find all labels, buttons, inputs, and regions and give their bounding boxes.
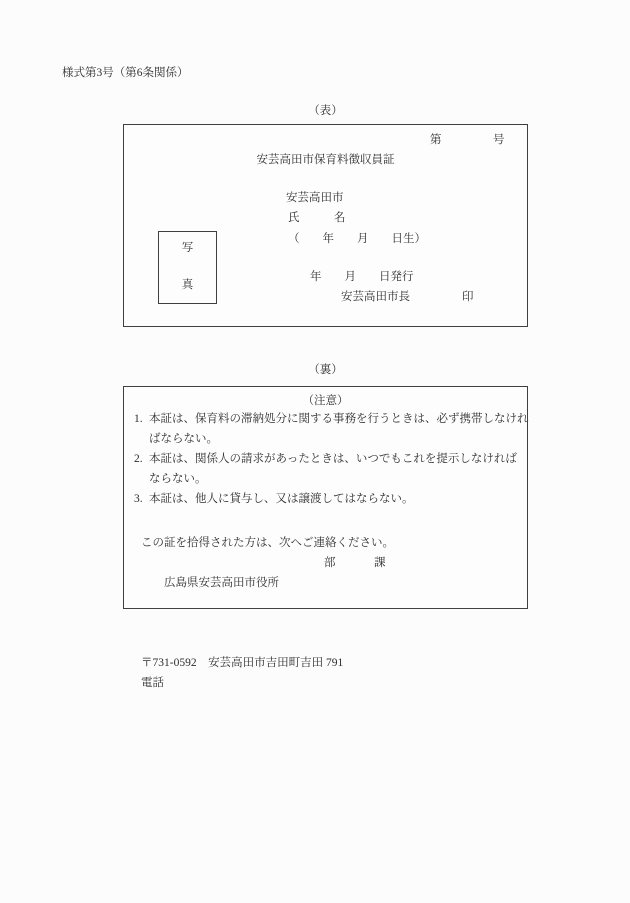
office-line — [141, 553, 521, 653]
photo-label-bottom: 真 — [181, 279, 194, 291]
notice-item-number: 1. — [134, 413, 143, 425]
front-card — [123, 124, 528, 327]
office-name: 広島県安芸高田市役所 — [164, 577, 279, 589]
notice-item-number: 2. — [134, 453, 143, 465]
notice-item-number: 3. — [134, 493, 143, 505]
back-side-label: （裏） — [308, 364, 343, 376]
form-heading: 様式第3号（第6条関係） — [62, 67, 189, 79]
notice-item — [134, 409, 529, 449]
notice-item-line: 本証は、他人に貸与し、又は譲渡してはならない。 — [149, 493, 414, 505]
photo-placeholder-box — [158, 231, 217, 304]
notice-item-text — [149, 489, 521, 509]
notice-item — [134, 449, 521, 489]
notice-item-line: ばならない。 — [149, 433, 218, 445]
notice-item-text — [149, 449, 521, 489]
name-field-label: 氏 名 — [288, 212, 346, 224]
certificate-title: 安芸高田市保育料徴収員証 — [256, 154, 395, 166]
notice-title: （注意） — [302, 395, 349, 407]
lost-and-found-contact-block — [141, 533, 521, 693]
contact-intro: この証を拾得された方は、次へご連絡ください。 — [141, 537, 394, 549]
certificate-number-prefix: 第 — [430, 134, 442, 146]
section-label: 課 — [374, 557, 386, 569]
city-name: 安芸高田市 — [286, 192, 344, 204]
postal-address: 〒731-0592 安芸高田市吉田町吉田 791 — [141, 657, 344, 669]
birthdate-field-label: （ 年 月 日生） — [288, 233, 426, 245]
notice-item-line: 本証は、保育料の滞納処分に関する事務を行うときは、必ず携帯しなけれ — [149, 413, 529, 425]
notice-item-text — [149, 409, 529, 449]
mayor-title: 安芸高田市長 — [341, 291, 410, 303]
phone-label: 電話 — [141, 677, 164, 689]
notice-item — [134, 489, 521, 509]
notice-list — [134, 409, 529, 509]
department-label: 部 — [324, 557, 336, 569]
notice-item-line: 本証は、関係人の請求があったときは、いつでもこれを提示しなければ — [149, 453, 517, 465]
notice-item-line: ならない。 — [149, 473, 207, 485]
front-side-label: （表） — [308, 105, 343, 117]
photo-label-top: 写 — [181, 242, 194, 254]
certificate-number-suffix: 号 — [493, 134, 505, 146]
seal-mark: 印 — [462, 291, 474, 303]
back-card — [123, 386, 529, 689]
issue-date-field-label: 年 月 日発行 — [310, 271, 414, 283]
